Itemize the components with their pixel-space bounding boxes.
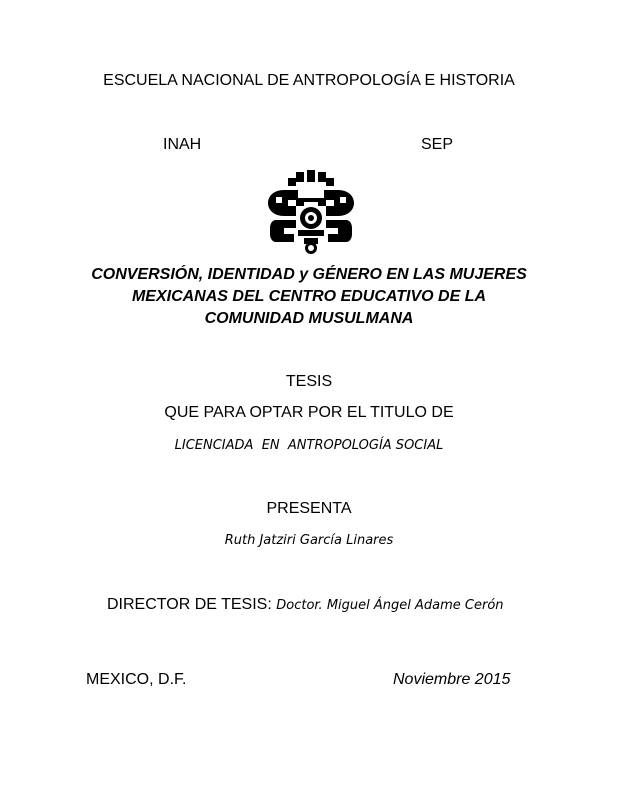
place: MEXICO, D.F. — [86, 671, 187, 688]
org-inah: INAH — [163, 136, 202, 153]
thesis-title-line-2: MEXICANAS DEL CENTRO EDUCATIVO DE LA — [131, 288, 487, 305]
presenter-label: PRESENTA — [266, 500, 352, 517]
degree-name: LICENCIADA EN ANTROPOLOGÍA SOCIAL — [174, 438, 444, 453]
date: Noviembre 2015 — [393, 671, 511, 688]
thesis-title — [0, 264, 618, 330]
director-line — [107, 596, 504, 614]
org-sep: SEP — [421, 136, 454, 153]
thesis-purpose: QUE PARA OPTAR POR EL TITULO DE — [164, 404, 454, 421]
director-name: Doctor. Miguel Ángel Adame Cerón — [276, 598, 504, 613]
institution-heading: ESCUELA NACIONAL DE ANTROPOLOGÍA E HISTORIA — [103, 72, 515, 89]
thesis-title-line-3: COMUNIDAD MUSULMANA — [204, 310, 414, 327]
director-label: DIRECTOR DE TESIS: — [107, 596, 272, 613]
thesis-title-line-1: CONVERSIÓN, IDENTIDAD y GÉNERO EN LAS MUJERES — [91, 266, 527, 283]
presenter-name: Ruth Jatziri García Linares — [224, 533, 394, 548]
enah-emblem-icon — [266, 170, 356, 254]
thesis-label: TESIS — [285, 373, 333, 390]
